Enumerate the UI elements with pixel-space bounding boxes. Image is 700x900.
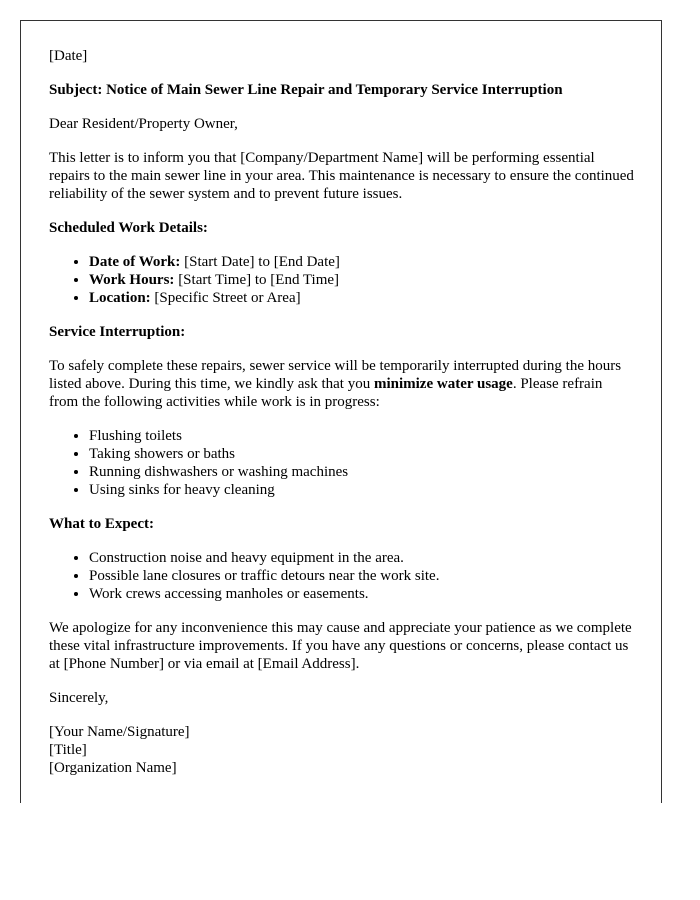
expect-list — [49, 549, 634, 603]
letter — [20, 20, 662, 803]
list-item: • Flushing toilets — [89, 427, 634, 445]
signature-name: [Your Name/Signature] — [49, 724, 190, 740]
interruption-paragraph — [49, 357, 634, 411]
signature-organization: [Organization Name] — [49, 760, 177, 776]
list-item: • Using sinks for heavy cleaning — [89, 481, 634, 499]
expect-heading-text: What to Expect: — [49, 516, 154, 532]
signature-title: [Title] — [49, 742, 87, 758]
emphasis: minimize water usage — [373, 376, 513, 392]
signature-block — [49, 723, 634, 777]
text: . Please refrain from the following activities while work is in progress: — [49, 376, 603, 410]
item-label: Location: — [89, 290, 151, 306]
signoff: Sincerely, — [49, 690, 109, 706]
item-value: [Start Date] to [End Date] — [180, 254, 340, 270]
scheduled-list — [49, 253, 634, 307]
list-item: • Work crews accessing manholes or easements. — [89, 585, 634, 603]
list-item — [89, 271, 634, 289]
scheduled-heading — [49, 219, 634, 237]
item-value: [Start Time] to [End Time] — [174, 272, 340, 288]
item-label: Date of Work: — [89, 254, 181, 270]
subject-line — [49, 81, 634, 99]
interruption-heading-text: Service Interruption: — [49, 324, 186, 340]
interruption-heading — [49, 323, 634, 341]
date: [Date] — [49, 48, 88, 64]
scheduled-heading-text: Scheduled Work Details: — [49, 220, 208, 236]
list-item: • Possible lane closures or traffic detours near the work site. — [89, 567, 634, 585]
subject-text: Subject: Notice of Main Sewer Line Repair and Temporary Service Interruption — [49, 82, 563, 98]
item-label: Work Hours: — [89, 272, 175, 288]
list-item: • Running dishwashers or washing machines — [89, 463, 634, 481]
salutation: Dear Resident/Property Owner, — [49, 116, 238, 132]
list-item: • Construction noise and heavy equipment in the area. — [89, 549, 634, 567]
list-item — [89, 289, 634, 307]
intro-paragraph: This letter is to inform you that [Company/Department Name] will be performing essential repairs to the main sewer line in your area. This maintenance is necessary to ensure the continued reliability of the sewer system and to prevent future issues. — [49, 150, 634, 202]
expect-heading — [49, 515, 634, 533]
list-item: • Taking showers or baths — [89, 445, 634, 463]
text: To safely complete these repairs, sewer service will be temporarily interrupted during the hours listed above. During this time, we kindly ask that you — [49, 358, 622, 392]
activities-list — [49, 427, 634, 499]
list-item — [89, 253, 634, 271]
closing-paragraph: We apologize for any inconvenience this may cause and appreciate your patience as we complete these vital infrastructure improvements. If you have any questions or concerns, please contact us at [Phone Number] or via email at [Email Address]. — [49, 620, 632, 672]
item-value: [Specific Street or Area] — [150, 290, 301, 306]
